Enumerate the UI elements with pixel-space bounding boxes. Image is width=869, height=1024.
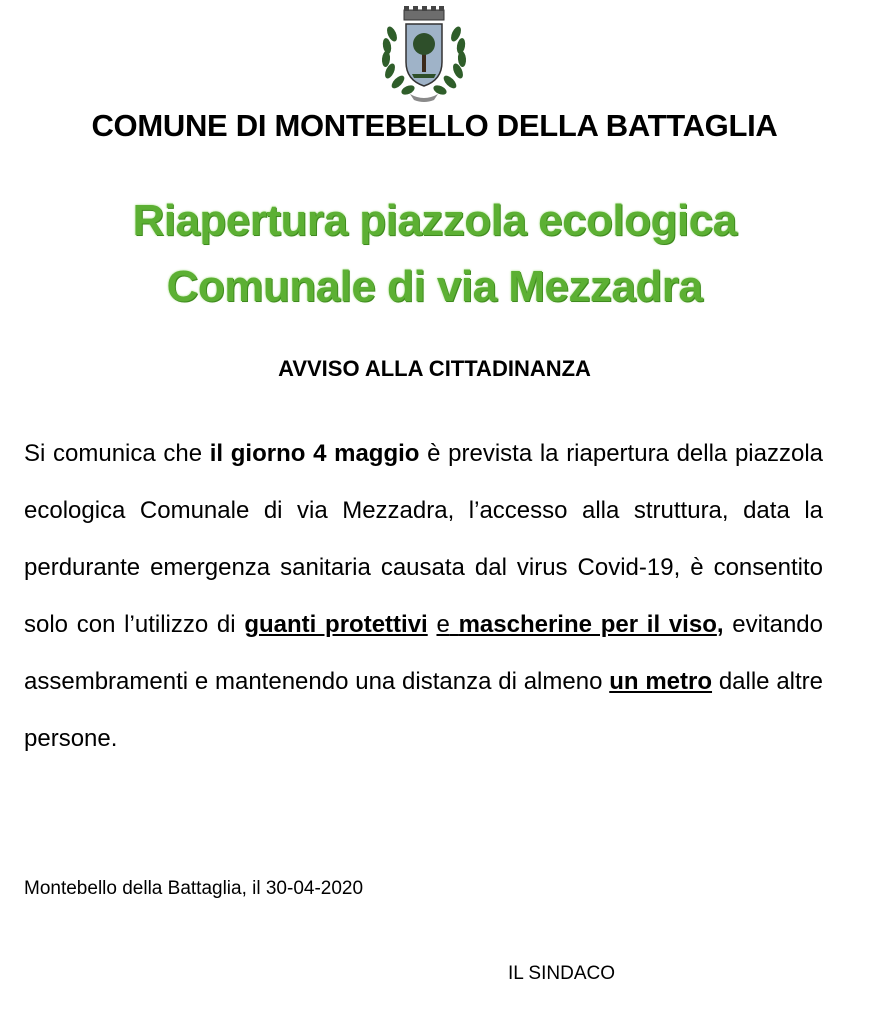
- place-and-date: Montebello della Battaglia, il 30-04-2020: [24, 878, 364, 899]
- notice-title-line-1: Riapertura piazzola ecologica: [132, 196, 737, 245]
- distance-requirement: un metro: [609, 668, 713, 695]
- body-text-1: Si comunica che: [24, 440, 210, 467]
- reopening-date: il giorno 4 maggio: [209, 440, 420, 467]
- conjunction: e: [436, 611, 450, 638]
- notice-body: [24, 425, 823, 767]
- gloves-requirement: guanti protettivi: [244, 611, 428, 638]
- municipality-name: COMUNE DI MONTEBELLO DELLA BATTAGLIA: [91, 108, 778, 143]
- masks-requirement: mascherine per il viso: [458, 611, 717, 638]
- body-text-4: dalle altre persone.: [24, 668, 824, 752]
- body-text-3: evitando assembramenti e mantenendo una distanza di almeno: [24, 611, 823, 695]
- coat-of-arms-icon: [376, 4, 472, 104]
- notice-title-line-2: Comunale di via Mezzadra: [166, 262, 703, 311]
- notice-heading: AVVISO ALLA CITTADINANZA: [278, 356, 591, 381]
- signature-mayor: IL SINDACO: [508, 963, 615, 984]
- body-text-2: è prevista la riapertura della piazzola ecologica Comunale di via Mezzadra, l’accesso alla struttura, data la perdurante emergenza sanitaria causata dal virus Covid-19, è consentito solo con l’utilizzo di: [24, 440, 824, 638]
- comma: ,: [716, 611, 724, 638]
